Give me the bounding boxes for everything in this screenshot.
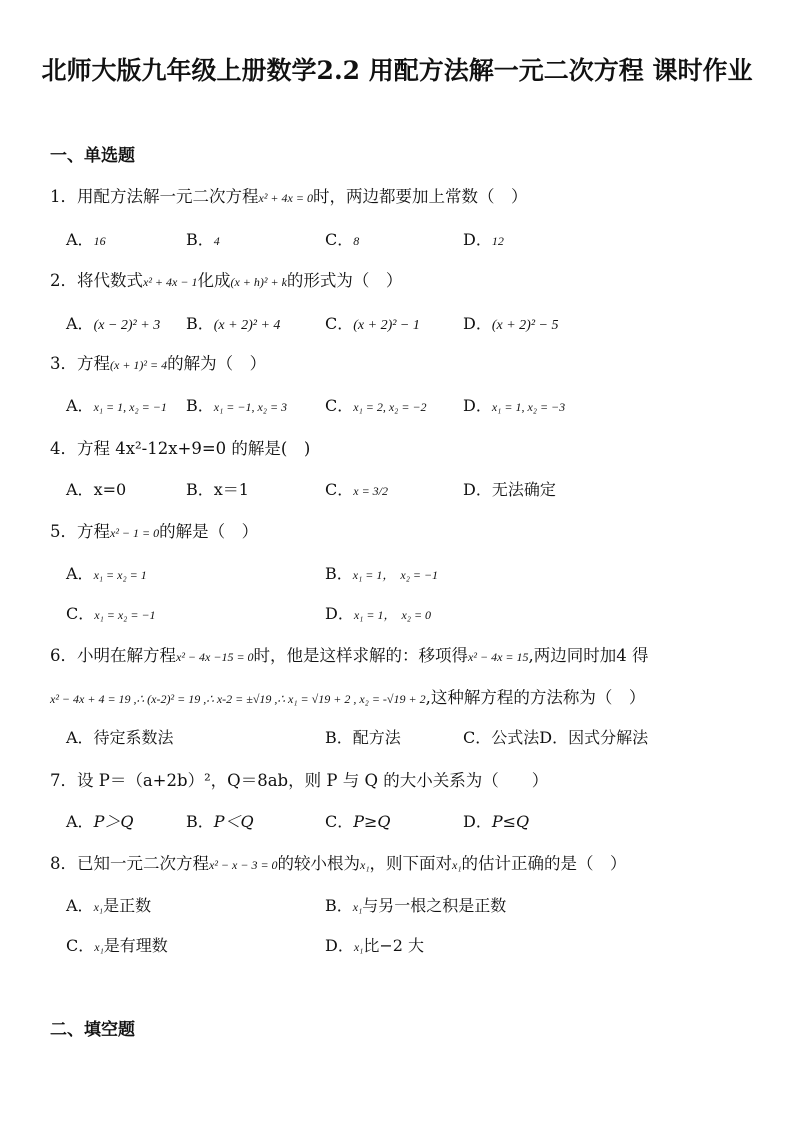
q7-option-b[interactable]: [186, 809, 254, 832]
q2-option-b[interactable]: [186, 311, 280, 334]
option-value: 比−2 大: [363, 936, 425, 955]
option-value: (x + 2)² + 4: [213, 318, 281, 333]
option-letter: B．: [186, 812, 214, 831]
q8-option-d[interactable]: [325, 933, 424, 956]
q5-option-c[interactable]: [66, 601, 156, 624]
q5-stem-b: 的解是（ ）: [159, 522, 259, 541]
q3-option-c[interactable]: [325, 393, 427, 416]
q1-option-a[interactable]: [66, 227, 106, 250]
option-value: x＝1: [213, 480, 249, 499]
q2-expression: x² + 4x − 1: [143, 275, 198, 289]
option-letter: D．: [325, 604, 354, 623]
q7-option-c[interactable]: [325, 809, 391, 832]
question-7: 7．设 P＝（a+2b）²，Q＝8ab，则 P 与 Q 的大小关系为（ ）: [50, 771, 549, 790]
option-letter: B．: [186, 480, 214, 499]
q4-option-a[interactable]: [66, 477, 126, 500]
option-value: P＞Q: [93, 812, 134, 831]
option-symbol: x₁: [353, 940, 364, 954]
q3-option-d[interactable]: [463, 393, 565, 416]
option-value: P＜Q: [213, 812, 254, 831]
option-value: x₁ = x₂ = 1: [93, 568, 147, 582]
option-letter: C．: [325, 812, 354, 831]
option-letter: D．: [325, 936, 354, 955]
q6-option-c-d[interactable]: C．公式法D．因式分解法: [463, 728, 649, 747]
q2-option-a[interactable]: [66, 311, 160, 334]
option-value: x = 3/2: [353, 484, 389, 498]
q6-equation: x² − 4x −15 = 0: [176, 650, 254, 664]
q3-stem-a: 3．方程: [50, 354, 110, 373]
option-letter: B．: [186, 314, 214, 333]
q5-option-a[interactable]: [66, 561, 147, 584]
question-5: [50, 518, 258, 542]
option-value: 4: [213, 234, 220, 248]
q1-option-b[interactable]: [186, 227, 220, 250]
q5-option-b[interactable]: [325, 561, 438, 584]
option-value: 是有理数: [103, 936, 168, 955]
q8-stem-d: 的估计正确的是（ ）: [461, 854, 627, 873]
q4-option-c[interactable]: [325, 477, 388, 500]
q2-stem-a: 2．将代数式: [50, 271, 143, 290]
question-3: [50, 350, 266, 374]
q1-stem-b: 时，两边都要加上常数（ ）: [312, 187, 528, 206]
q6-option-b[interactable]: B．配方法: [325, 728, 401, 747]
question-8: [50, 850, 627, 874]
q6-option-a[interactable]: A．待定系数法: [66, 728, 174, 747]
option-value: 8: [353, 234, 360, 248]
q8-option-a[interactable]: [66, 893, 151, 916]
option-value: (x − 2)² + 3: [93, 318, 161, 333]
q8-root-symbol: x₁: [452, 858, 462, 872]
q3-option-b[interactable]: [186, 393, 287, 416]
q8-option-c[interactable]: [66, 933, 168, 956]
q5-option-d[interactable]: [325, 601, 431, 624]
q7-option-a[interactable]: [66, 809, 133, 832]
page-title: 北师大版九年级上册数学2.2 用配方法解一元二次方程 课时作业: [41, 56, 753, 85]
option-letter: A．: [66, 896, 94, 915]
option-value: x₁ = x₂ = −1: [94, 608, 156, 622]
option-value: x₁ = 2, x₂ = −2: [353, 400, 427, 414]
option-letter: D．: [463, 230, 492, 249]
option-value: x₁ = 1， x₂ = 0: [353, 608, 432, 622]
option-letter: B．: [186, 230, 214, 249]
q3-equation: (x + 1)² = 4: [110, 358, 168, 372]
q8-stem-a: 8．已知一元二次方程: [50, 854, 209, 873]
option-value: 12: [491, 234, 504, 248]
option-value: x₁ = 1, x₂ = −1: [93, 400, 167, 414]
q1-stem-a: 1．用配方法解一元二次方程: [50, 187, 259, 206]
q5-stem-a: 5．方程: [50, 522, 110, 541]
question-4: 4．方程 4x²-12x+9=0 的解是( ): [50, 439, 311, 458]
option-letter: B．: [186, 396, 214, 415]
q3-option-a[interactable]: [66, 393, 167, 416]
option-symbol: x₁: [93, 900, 104, 914]
option-letter: C．: [66, 936, 95, 955]
q2-target-form: (x + h)² + k: [230, 275, 287, 289]
option-letter: D．: [463, 314, 492, 333]
q6-stem-b: 时，他是这样求解的：移项得: [253, 646, 469, 665]
q2-option-c[interactable]: [325, 311, 420, 334]
option-value: x₁ = −1, x₂ = 3: [213, 400, 288, 414]
option-value: (x + 2)² − 1: [353, 318, 420, 333]
option-value: 是正数: [103, 896, 152, 915]
q8-root-symbol: x₁: [360, 858, 370, 872]
question-6: [50, 642, 649, 666]
option-letter: B．: [325, 564, 353, 583]
option-letter: C．: [325, 396, 354, 415]
question-6-line-2: [50, 684, 645, 708]
option-value: (x + 2)² − 5: [491, 318, 559, 333]
q8-equation: x² − x − 3 = 0: [209, 858, 278, 872]
option-letter: D．: [463, 812, 492, 831]
option-letter: C．: [325, 230, 354, 249]
q6-transposed-equation: x² − 4x = 15: [468, 650, 529, 664]
option-letter: C．: [325, 480, 354, 499]
q6-stem-c: ,两边同时加4 得: [528, 646, 649, 665]
option-letter: A．: [66, 564, 94, 583]
option-letter: A．: [66, 396, 94, 415]
option-letter: D．: [463, 480, 492, 499]
option-letter: D．: [463, 396, 492, 415]
option-letter: C．: [325, 314, 354, 333]
question-2: [50, 267, 402, 291]
q7-option-d[interactable]: [463, 809, 529, 832]
q1-option-d[interactable]: [463, 227, 504, 250]
q6-stem-d: ,这种解方程的方法称为（ ）: [425, 688, 646, 707]
q2-stem-c: 的形式为（ ）: [286, 271, 403, 290]
section-heading-fill-blank: 二、填空题: [50, 1020, 135, 1040]
option-letter: C．: [66, 604, 95, 623]
option-value: 无法确定: [491, 480, 556, 499]
q1-equation: x² + 4x = 0: [258, 191, 313, 205]
option-letter: A．: [66, 480, 94, 499]
question-1: [50, 183, 527, 207]
option-letter: A．: [66, 314, 94, 333]
option-value: x₁ = 1, x₂ = −3: [491, 400, 566, 414]
q4-option-d[interactable]: [463, 477, 556, 500]
q8-stem-b: 的较小根为: [277, 854, 361, 873]
option-value: x₁ = 1， x₂ = −1: [352, 568, 439, 582]
q4-option-b[interactable]: [186, 477, 249, 500]
option-value: P≤Q: [491, 812, 530, 831]
q8-option-b[interactable]: [325, 893, 506, 916]
option-symbol: x₁: [352, 900, 363, 914]
q5-equation: x² − 1 = 0: [110, 526, 160, 540]
option-letter: A．: [66, 812, 94, 831]
q1-option-c[interactable]: [325, 227, 359, 250]
option-symbol: x₁: [94, 940, 104, 954]
q8-stem-c: ，则下面对: [369, 854, 453, 873]
q3-stem-b: 的解为（ ）: [167, 354, 267, 373]
q2-stem-b: 化成: [197, 271, 231, 290]
option-value: P≥Q: [353, 812, 391, 831]
option-value: x=0: [93, 480, 127, 499]
section-heading-single-choice: 一、单选题: [50, 146, 135, 166]
option-value: 与另一根之积是正数: [362, 896, 507, 915]
option-letter: B．: [325, 896, 353, 915]
q6-stem-a: 6．小明在解方程: [50, 646, 176, 665]
q6-solution-steps: x² − 4x + 4 = 19 ,∴ (x-2)² = 19 ,∴ x-2 = ±√19 ,∴ x₁ = √19 + 2 , x₂ = -√19 + 2: [50, 692, 426, 706]
q2-option-d[interactable]: [463, 311, 558, 334]
option-value: 16: [93, 234, 106, 248]
option-letter: A．: [66, 230, 94, 249]
